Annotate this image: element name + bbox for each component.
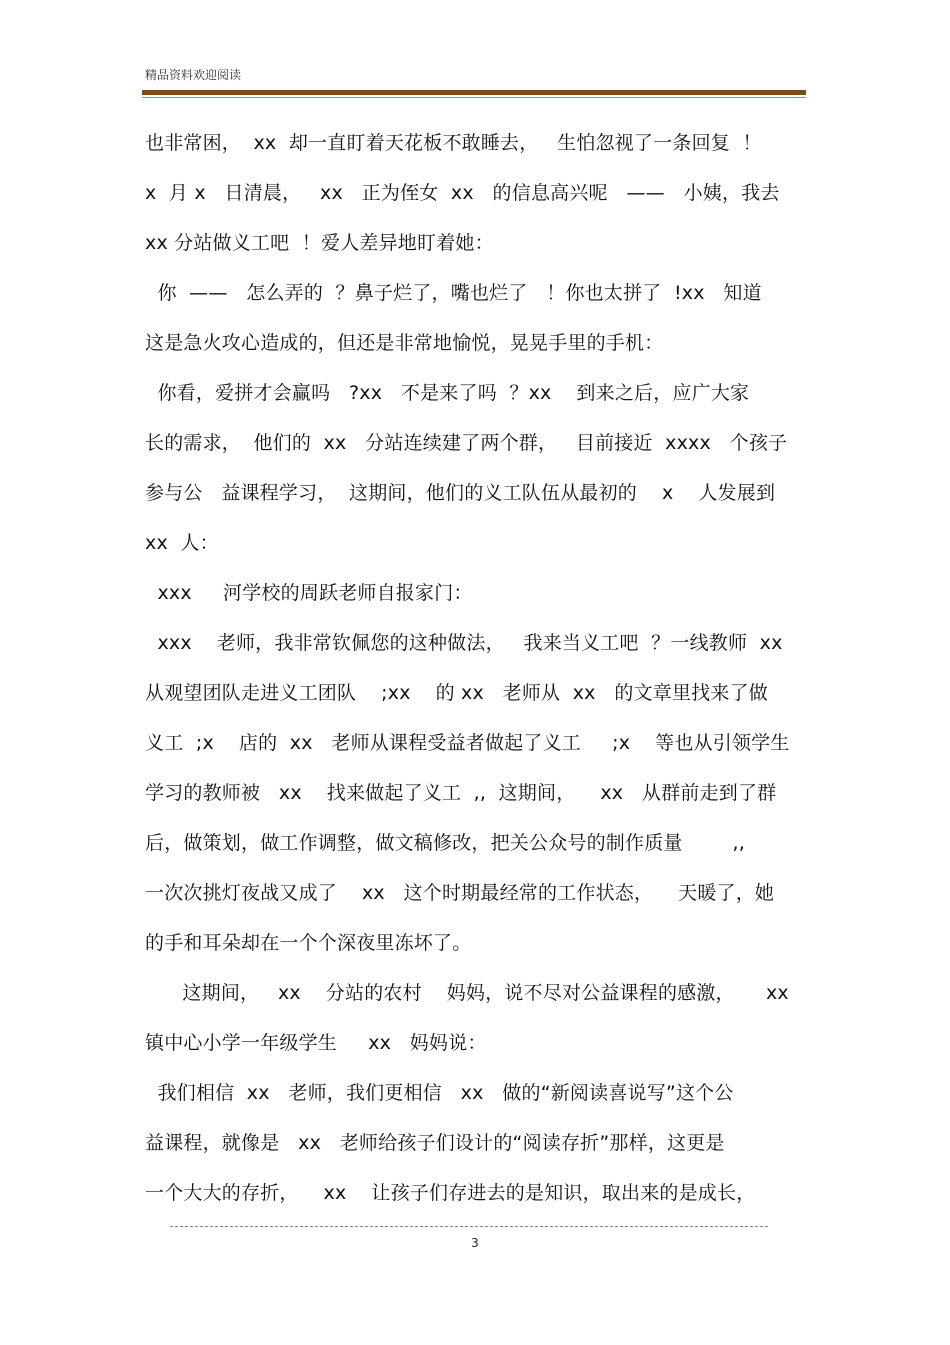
header-rule-thin bbox=[142, 97, 806, 98]
text-line: 你 —— 怎么弄的 ？鼻子烂了，嘴也烂了 ！你也太拼了 !xx 知道 bbox=[145, 282, 762, 304]
text-line: xx 分站做义工吧 ！爱人差异地盯着她： bbox=[145, 232, 494, 254]
header-rule-thick bbox=[142, 90, 806, 95]
text-line: 镇中心小学一年级学生 xx 妈妈说： bbox=[145, 1032, 487, 1054]
header-label: 精品资料欢迎阅读 bbox=[145, 68, 242, 82]
text-line: 义工 ;x 店的 xx 老师从课程受益者做起了义工 ;x 等也从引领学生 bbox=[145, 732, 790, 754]
text-line: 从观望团队走进义工团队 ;xx 的 xx 老师从 xx 的文章里找来了做 bbox=[145, 682, 768, 704]
text-line: 学习的教师被 xx 找来做起了义工 ,, 这期间， xx 从群前走到了群 bbox=[145, 782, 777, 804]
text-line: 参与公 益课程学习， 这期间，他们的义工队伍从最初的 x 人发展到 bbox=[145, 482, 776, 504]
text-line: xx 人： bbox=[145, 532, 219, 554]
text-line: 你看，爱拼才会赢吗 ?xx 不是来了吗 ？xx 到来之后，应广大家 bbox=[145, 382, 750, 404]
text-line: 这期间， xx 分站的农村 妈妈，说不尽对公益课程的感激， xx bbox=[145, 982, 789, 1004]
footer-rule bbox=[170, 1226, 768, 1227]
text-line: xxx 老师，我非常钦佩您的这种做法， 我来当义工吧 ？一线教师 xx bbox=[145, 632, 783, 654]
text-line: 益课程，就像是 xx 老师给孩子们设计的“阅读存折”那样，这更是 bbox=[145, 1132, 725, 1154]
text-line: 也非常困， xx 却一直盯着天花板不敢睡去， 生怕忽视了一条回复 ！ bbox=[145, 132, 762, 154]
text-line: 一次次挑灯夜战又成了 xx 这个时期最经常的工作状态， 天暖了，她 bbox=[145, 882, 775, 904]
page-number: 3 bbox=[471, 1236, 479, 1250]
text-line: 长的需求， 他们的 xx 分站连续建了两个群， 目前接近 xxxx 个孩子 bbox=[145, 432, 788, 454]
text-line: 这是急火攻心造成的，但还是非常地愉悦，晃晃手里的手机： bbox=[145, 332, 664, 354]
text-line: 我们相信 xx 老师，我们更相信 xx 做的“新阅读喜说写”这个公 bbox=[145, 1082, 734, 1104]
text-line: 一个大大的存折， xx 让孩子们存进去的是知识，取出来的是成长， bbox=[145, 1182, 756, 1204]
text-line: 后，做策划，做工作调整，做文稿修改，把关公众号的制作质量 ,, bbox=[145, 832, 745, 854]
text-line: x 月 x 日清晨， xx 正为侄女 xx 的信息高兴呢 —— 小姨，我去 bbox=[145, 182, 780, 204]
text-line: xxx 河学校的周跃老师自报家门： bbox=[145, 582, 473, 604]
text-line: 的手和耳朵却在一个个深夜里冻坏了。 bbox=[145, 932, 472, 954]
